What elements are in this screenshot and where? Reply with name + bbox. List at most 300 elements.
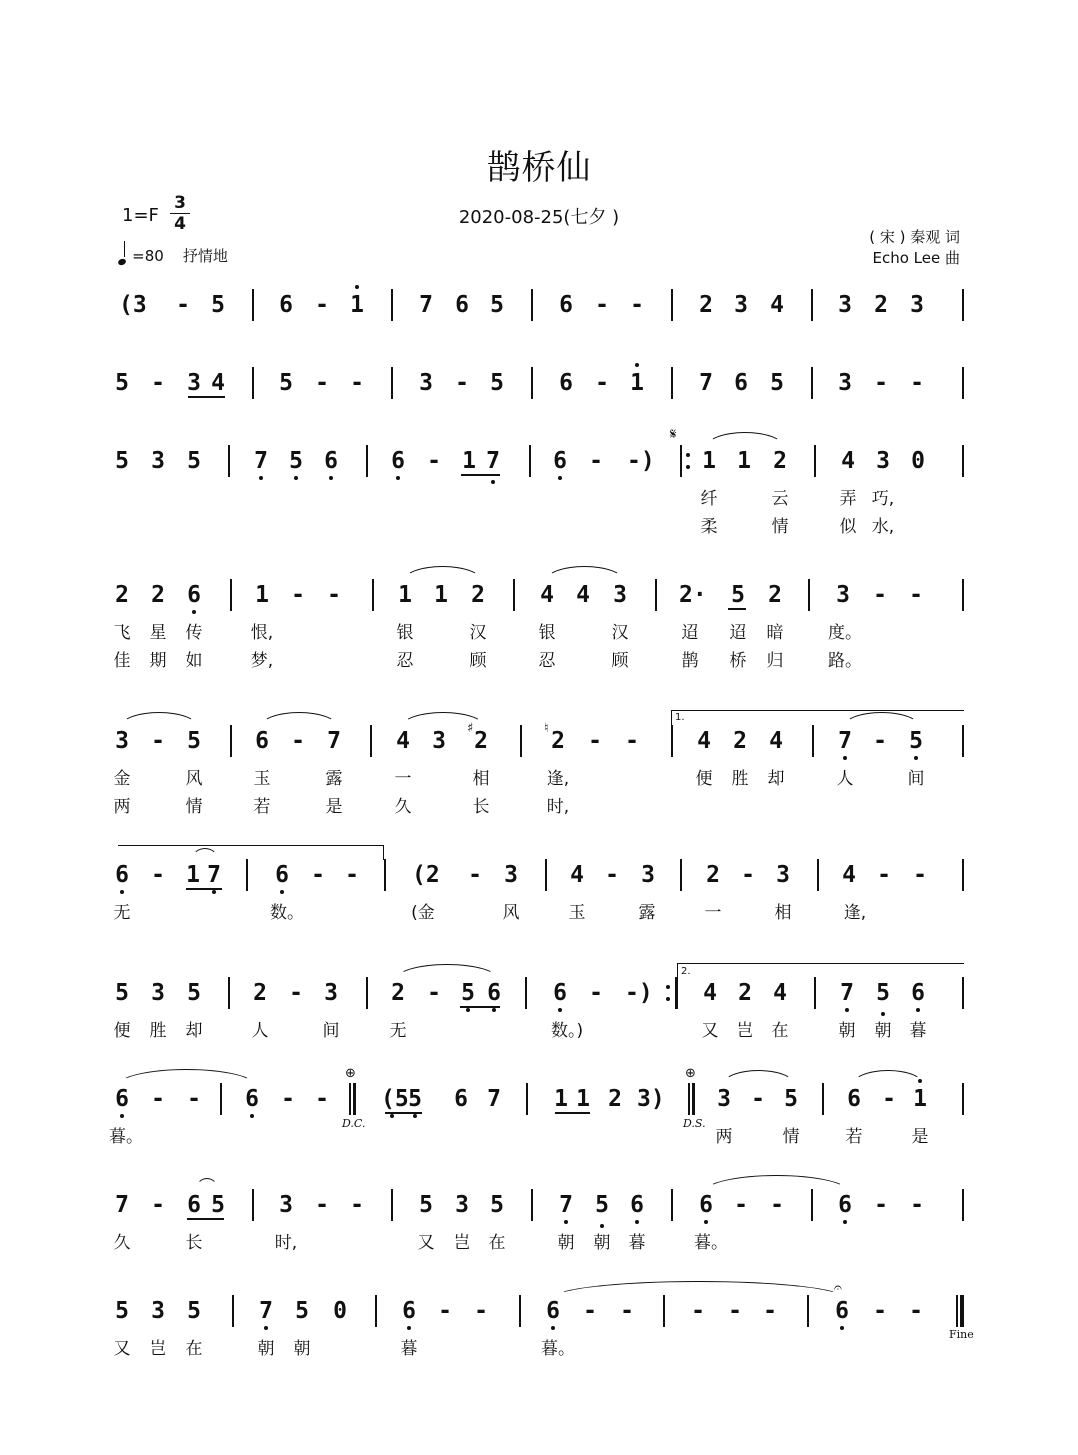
underline-beat (728, 608, 746, 610)
barline (372, 579, 374, 611)
lyric: 期 (149, 651, 167, 671)
note: 6 (553, 448, 567, 474)
lyric: 又 (417, 1233, 435, 1253)
barline (519, 1295, 521, 1327)
note: 3 (876, 448, 890, 474)
note: - (909, 582, 923, 608)
note: 3 (776, 862, 790, 888)
lyric: 一 (704, 903, 722, 923)
note: - (873, 1298, 887, 1324)
barline (962, 859, 964, 891)
barline (520, 725, 522, 757)
barline (513, 579, 515, 611)
note: -) (627, 448, 655, 474)
note: 5 (595, 1192, 609, 1218)
low-octave-dot (845, 1008, 849, 1012)
note: - (291, 728, 305, 754)
slur-arc (403, 566, 482, 581)
note: 1 (576, 1086, 590, 1112)
note: 5 (187, 980, 201, 1006)
note: 7 (559, 1192, 573, 1218)
note: 5 (115, 370, 129, 396)
lyric: 人 (251, 1021, 269, 1041)
slur-arc (553, 1281, 844, 1298)
note: - (315, 292, 329, 318)
barline (366, 445, 368, 477)
note: 6 (275, 862, 289, 888)
note: - (763, 1298, 777, 1324)
note: 3 (455, 1192, 469, 1218)
low-octave-dot (916, 1008, 920, 1012)
note: 2 (608, 1086, 622, 1112)
lyric: 路。 (828, 651, 862, 671)
barline (526, 1083, 528, 1115)
fermata-icon: 𝄐 (834, 1280, 842, 1296)
high-octave-dot (635, 363, 639, 367)
final-barline-thick (960, 1295, 964, 1327)
barline (822, 1083, 824, 1115)
lyric: 暮 (400, 1339, 418, 1359)
lyric: 忍 (538, 651, 556, 671)
low-octave-dot (120, 890, 124, 894)
note: 6 (455, 292, 469, 318)
note: - (327, 582, 341, 608)
low-octave-dot (192, 610, 196, 614)
quarter-note-icon (118, 247, 127, 265)
note: 7 (699, 370, 713, 396)
lyric: 恨, (250, 623, 274, 643)
note: 6 (245, 1086, 259, 1112)
note: 1 (398, 582, 412, 608)
note: 1 (554, 1086, 568, 1112)
low-octave-dot (259, 476, 263, 480)
lyric: 岂 (149, 1339, 167, 1359)
barline (962, 367, 964, 399)
note: 5 (909, 728, 923, 754)
lyric: 暮。 (109, 1127, 143, 1147)
note: 5 (490, 292, 504, 318)
note: 5 (115, 980, 129, 1006)
low-octave-dot (840, 1326, 844, 1330)
note: 6 (187, 582, 201, 608)
note: - (583, 1298, 597, 1324)
lyric: 顾 (611, 651, 629, 671)
barline (811, 1189, 813, 1221)
slur-arc (120, 712, 198, 727)
volta-bracket-1-end (118, 845, 384, 860)
note: 1 (702, 448, 716, 474)
note: - (625, 728, 639, 754)
note: 6 (838, 1192, 852, 1218)
slur-arc (706, 432, 784, 447)
lyric: 长 (185, 1233, 203, 1253)
underline-beat (555, 1112, 590, 1114)
barline (366, 977, 368, 1009)
note: - (455, 370, 469, 396)
repeat-dot (666, 997, 670, 1001)
lyric: 金 (113, 769, 131, 789)
note: - (315, 1086, 329, 1112)
low-octave-dot (564, 1220, 568, 1224)
coda-icon: ⊕ (345, 1066, 356, 1081)
note: 6 (553, 980, 567, 1006)
note: (5 (381, 1086, 409, 1112)
note: - (187, 1086, 201, 1112)
note: 3 (432, 728, 446, 754)
lyric: 便 (113, 1021, 131, 1041)
lyric: 是 (325, 797, 343, 817)
note: 6 (454, 1086, 468, 1112)
note: - (882, 1086, 896, 1112)
barline (962, 977, 964, 1009)
note: - (311, 862, 325, 888)
barline (814, 445, 816, 477)
repeat-dot (666, 985, 670, 989)
lyric: 又 (113, 1339, 131, 1359)
note: 2 (391, 980, 405, 1006)
note: - (741, 862, 755, 888)
barline (811, 367, 813, 399)
note: 7 (840, 980, 854, 1006)
note: - (315, 370, 329, 396)
note: 7 (487, 1086, 501, 1112)
note: - (910, 1192, 924, 1218)
note: - (289, 980, 303, 1006)
note: 7 (419, 292, 433, 318)
barline (671, 289, 673, 321)
note: 6 (911, 980, 925, 1006)
song-title: 鹊桥仙 (486, 148, 592, 188)
note: - (427, 980, 441, 1006)
note: 2 (768, 582, 782, 608)
note: 5 (490, 370, 504, 396)
note: 6 (255, 728, 269, 754)
barline (962, 579, 964, 611)
note: 6 (187, 1192, 201, 1218)
lyric: 岂 (736, 1021, 754, 1041)
note: 6 (835, 1298, 849, 1324)
note: 5 (187, 448, 201, 474)
lyric: 朝 (293, 1339, 311, 1359)
note: 4 (703, 980, 717, 1006)
note: 2 (706, 862, 720, 888)
note: 7 (486, 448, 500, 474)
lyric: 朝 (838, 1021, 856, 1041)
lyric: 巧, (871, 489, 895, 509)
note: 6 (391, 448, 405, 474)
note: - (595, 370, 609, 396)
lyric: 朝 (593, 1233, 611, 1253)
note: 3 (504, 862, 518, 888)
barline (808, 579, 810, 611)
lyric: 鹊 (681, 651, 699, 671)
lyric: 汉 (469, 623, 487, 643)
note: 1 (186, 862, 200, 888)
note: - (151, 728, 165, 754)
volta-label: 1. (675, 712, 685, 723)
note: - (176, 292, 190, 318)
lyric: 玉 (568, 903, 586, 923)
note: - (874, 1192, 888, 1218)
note: 6 (847, 1086, 861, 1112)
note: 1 (913, 1086, 927, 1112)
barline (529, 445, 531, 477)
low-octave-dot (212, 890, 216, 894)
note: - (770, 1192, 784, 1218)
note: 7 (327, 728, 341, 754)
lyric: 岂 (453, 1233, 471, 1253)
slur-arc (722, 1070, 795, 1085)
lyric: 无 (389, 1021, 407, 1041)
barline (391, 289, 393, 321)
volta-label: 2. (681, 966, 691, 977)
note: - (910, 370, 924, 396)
note: 5 (295, 1298, 309, 1324)
note: 3) (637, 1086, 665, 1112)
natural-sign: ♮ (544, 721, 549, 736)
barline (671, 725, 673, 757)
lyric: 若 (253, 797, 271, 817)
repeat-end-thick (675, 977, 678, 1009)
barline (228, 977, 230, 1009)
lyric: 情 (185, 797, 203, 817)
low-octave-dot (264, 1326, 268, 1330)
note: 0 (911, 448, 925, 474)
lyric: 在 (771, 1021, 789, 1041)
lyric: 却 (767, 769, 785, 789)
lyric: 相 (472, 769, 490, 789)
lyric: 水, (871, 517, 895, 537)
time-signature (170, 194, 190, 233)
barline (252, 367, 254, 399)
lyric: 又 (701, 1021, 719, 1041)
lyric: 若 (845, 1127, 863, 1147)
low-octave-dot (914, 756, 918, 760)
note: 7 (207, 862, 221, 888)
note: 1 (630, 370, 644, 396)
note: - (151, 1192, 165, 1218)
barline (811, 289, 813, 321)
slur-arc (704, 1175, 849, 1192)
note: 6 (279, 292, 293, 318)
note: - (474, 1298, 488, 1324)
barline (230, 725, 232, 757)
note: 2· (679, 582, 707, 608)
note: 5 (115, 448, 129, 474)
note: - (315, 1192, 329, 1218)
lyric: 似 (839, 517, 857, 537)
low-octave-dot (492, 1008, 496, 1012)
lyric: 风 (185, 769, 203, 789)
note: 2 (699, 292, 713, 318)
slur-arc (117, 1069, 256, 1086)
volta-bracket-2 (677, 963, 964, 978)
note: 7 (838, 728, 852, 754)
lyric: 朝 (257, 1339, 275, 1359)
lyric: 汉 (611, 623, 629, 643)
composer-credit: Echo Lee 曲 (872, 249, 960, 267)
note: 4 (769, 728, 783, 754)
note: 3 (836, 582, 850, 608)
note: - (909, 1298, 923, 1324)
note: 2 (471, 582, 485, 608)
note: 5 (211, 1192, 225, 1218)
note: 5 (279, 370, 293, 396)
note: - (620, 1298, 634, 1324)
barline (230, 579, 232, 611)
slur-arc (396, 964, 498, 979)
lyric: 情 (782, 1127, 800, 1147)
barline (962, 725, 964, 757)
low-octave-dot (120, 1114, 124, 1118)
sharp-sign: ♯ (467, 721, 474, 736)
lyric: 暗 (766, 623, 784, 643)
underline-beat (460, 1006, 500, 1008)
note: 4 (211, 370, 225, 396)
lyric: 却 (185, 1021, 203, 1041)
barline (807, 1295, 809, 1327)
time-top: 3 (174, 193, 186, 213)
high-octave-dot (355, 285, 359, 289)
note: 3 (838, 292, 852, 318)
note: 4 (842, 862, 856, 888)
lyric: 梦, (250, 651, 274, 671)
date-subtitle: 2020-08-25(七夕 ) (458, 207, 620, 228)
note: - (151, 370, 165, 396)
note: 3 (187, 370, 201, 396)
barline (531, 1189, 533, 1221)
barline (531, 367, 533, 399)
note: - (751, 1086, 765, 1112)
note: 4 (841, 448, 855, 474)
note: 5 (211, 292, 225, 318)
note: 5 (770, 370, 784, 396)
note: - (350, 370, 364, 396)
underline-beat (385, 1112, 422, 1114)
key-signature: 1=F (122, 205, 159, 226)
time-bottom: 4 (174, 214, 186, 234)
note: - (873, 582, 887, 608)
note: 7 (259, 1298, 273, 1324)
lyric: 暮 (909, 1021, 927, 1041)
lyric: 银 (538, 623, 556, 643)
slur-arc (545, 566, 624, 581)
low-octave-dot (407, 1326, 411, 1330)
lyric: 在 (488, 1233, 506, 1253)
note: 6 (734, 370, 748, 396)
low-octave-dot (551, 1326, 555, 1330)
barline (391, 1189, 393, 1221)
note: 2 (253, 980, 267, 1006)
note: 1 (350, 292, 364, 318)
lyric: 归 (766, 651, 784, 671)
lyric: 迢 (681, 623, 699, 643)
low-octave-dot (413, 1114, 417, 1118)
note: 2 (474, 728, 488, 754)
lyric: 弄 (839, 489, 857, 509)
barline (232, 1295, 234, 1327)
note: 6 (699, 1192, 713, 1218)
barline (375, 1295, 377, 1327)
note: 7 (115, 1192, 129, 1218)
note: 5 (187, 728, 201, 754)
note: 4 (570, 862, 584, 888)
repeat-dot (686, 465, 690, 469)
lyric: 云 (771, 489, 789, 509)
note: 6 (546, 1298, 560, 1324)
final-barline (956, 1295, 958, 1327)
lyric: 久 (394, 797, 412, 817)
note: - (350, 1192, 364, 1218)
note: 6 (115, 1086, 129, 1112)
note: - (468, 862, 482, 888)
note: - (438, 1298, 452, 1324)
low-octave-dot (881, 1012, 885, 1016)
lyric: 飞 (113, 623, 131, 643)
note: 4 (396, 728, 410, 754)
note: - (605, 862, 619, 888)
note: - (151, 862, 165, 888)
lyric: 露 (638, 903, 656, 923)
barline (812, 725, 814, 757)
note: 6 (487, 980, 501, 1006)
barline (545, 859, 547, 891)
barline (817, 859, 819, 891)
note: - (427, 448, 441, 474)
slur-arc (260, 712, 338, 727)
note: - (691, 1298, 705, 1324)
note: 4 (773, 980, 787, 1006)
barline (384, 859, 386, 891)
note: - (877, 862, 891, 888)
note: - (913, 862, 927, 888)
low-octave-dot (558, 476, 562, 480)
low-octave-dot (466, 1008, 470, 1012)
note: 6 (630, 1192, 644, 1218)
low-octave-dot (250, 1114, 254, 1118)
note: 5 (419, 1192, 433, 1218)
barline (525, 977, 527, 1009)
slur-arc (852, 1070, 924, 1085)
lyric: 在 (185, 1339, 203, 1359)
note: 2 (733, 728, 747, 754)
barline (962, 1083, 964, 1115)
note: 4 (770, 292, 784, 318)
lyric: 桥 (729, 651, 747, 671)
low-octave-dot (390, 1114, 394, 1118)
note: 4 (697, 728, 711, 754)
barline (671, 1189, 673, 1221)
note: 5 (187, 1298, 201, 1324)
repeat-dot (686, 453, 690, 457)
note: 3 (838, 370, 852, 396)
note: 5 (731, 582, 745, 608)
note: 5 (490, 1192, 504, 1218)
lyric: 暮。 (541, 1339, 575, 1359)
lyric: 暮 (628, 1233, 646, 1253)
note: 4 (540, 582, 554, 608)
coda-icon: ⊕ (685, 1066, 696, 1081)
note: 4 (576, 582, 590, 608)
lyric: 迢 (729, 623, 747, 643)
barline (252, 1189, 254, 1221)
lyric: 相 (774, 903, 792, 923)
lyric: 胜 (731, 769, 749, 789)
note: 2 (151, 582, 165, 608)
note: 3 (641, 862, 655, 888)
lyric: 胜 (149, 1021, 167, 1041)
low-octave-dot (704, 1220, 708, 1224)
